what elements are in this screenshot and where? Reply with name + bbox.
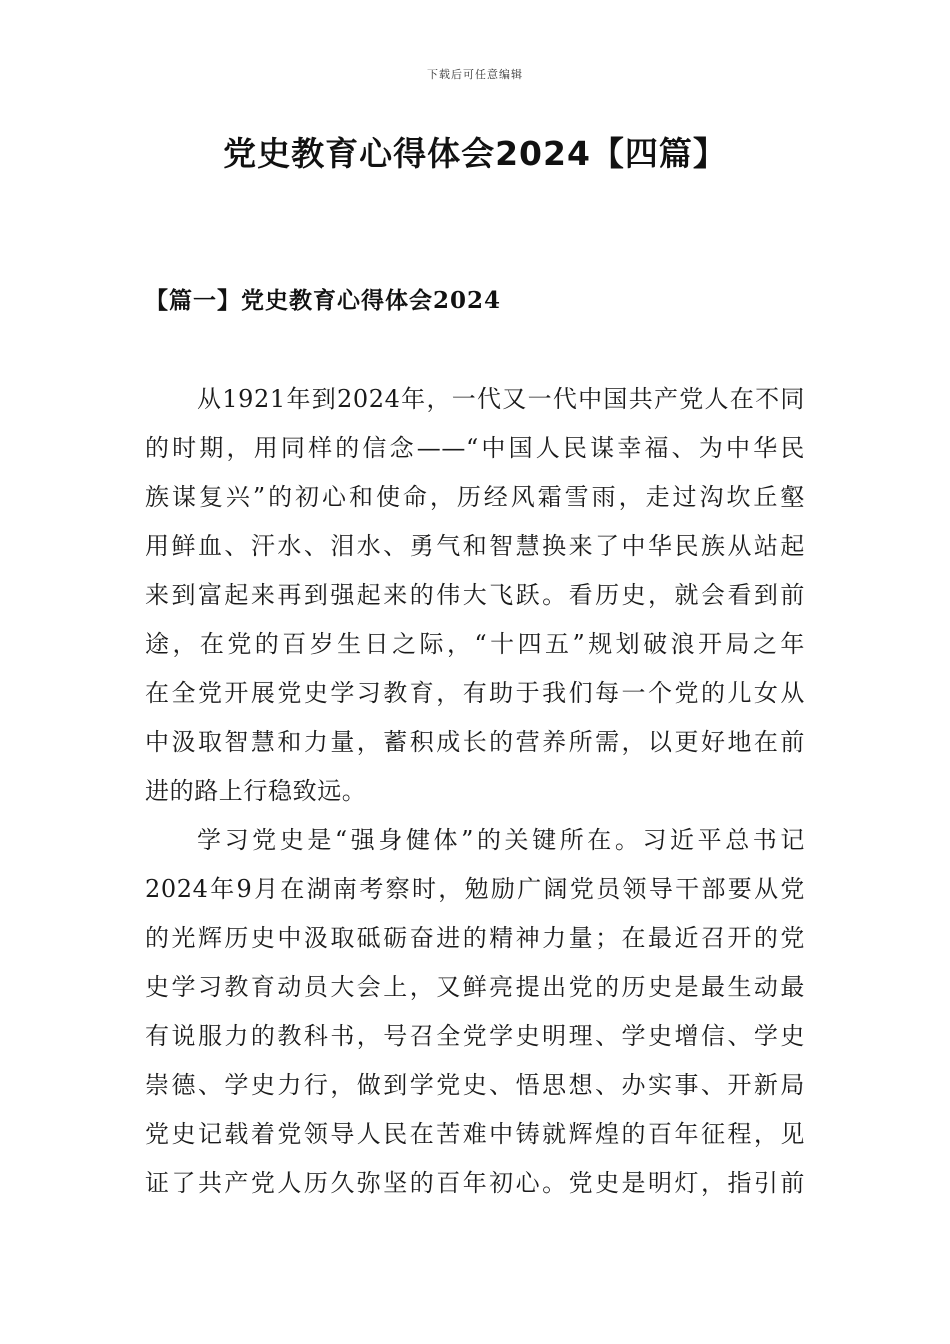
paragraph-1-line-8: 中汲取智慧和力量，蓄积成长的营养所需，以更好地在前 — [145, 728, 805, 756]
document-title: 党史教育心得体会2024【四篇】 — [223, 134, 727, 173]
paragraph-2-line-3: 的光辉历史中汲取砥砺奋进的精神力量；在最近召开的党 — [145, 924, 805, 952]
paragraph-2-line-7: 党史记载着党领导人民在苦难中铸就辉煌的百年征程，见 — [145, 1120, 805, 1148]
paragraph-1-line-4: 用鲜血、汗水、泪水、勇气和智慧换来了中华民族从站起 — [145, 532, 805, 560]
paragraph-1-line-9: 进的路上行稳致远。 — [145, 777, 367, 805]
paragraph-1-line-5: 来到富起来再到强起来的伟大飞跃。看历史，就会看到前 — [145, 581, 805, 609]
paragraph-1-line-1: 从1921年到2024年，一代又一代中国共产党人在不同 — [197, 385, 805, 413]
paragraph-1-line-3: 族谋复兴”的初心和使命，历经风霜雪雨，走过沟坎丘壑 — [145, 483, 805, 511]
paragraph-1-line-6: 途，在党的百岁生日之际，“十四五”规划破浪开局之年 — [145, 630, 805, 658]
paragraph-2-line-5: 有说服力的教科书，号召全党学史明理、学史增信、学史 — [145, 1022, 805, 1050]
paragraph-2-line-2: 2024年9月在湖南考察时，勉励广阔党员领导干部要从党 — [145, 875, 805, 903]
paragraph-1-line-2: 的时期，用同样的信念——“中国人民谋幸福、为中华民 — [145, 434, 805, 462]
paragraph-2-line-1: 学习党史是“强身健体”的关键所在。习近平总书记 — [197, 826, 805, 854]
paragraph-1-line-7: 在全党开展党史学习教育，有助于我们每一个党的儿女从 — [145, 679, 805, 707]
paragraph-2-line-6: 崇德、学史力行，做到学党史、悟思想、办实事、开新局 — [145, 1071, 805, 1099]
body-text — [145, 375, 805, 1208]
section-heading: 【篇一】党史教育心得体会2024 — [145, 287, 502, 314]
paragraph-2-line-4: 史学习教育动员大会上，又鲜亮提出党的历史是最生动最 — [145, 973, 805, 1001]
header-note: 下载后可任意编辑 — [427, 68, 523, 81]
paragraph-2-line-8: 证了共产党人历久弥坚的百年初心。党史是明灯，指引前 — [145, 1169, 805, 1197]
